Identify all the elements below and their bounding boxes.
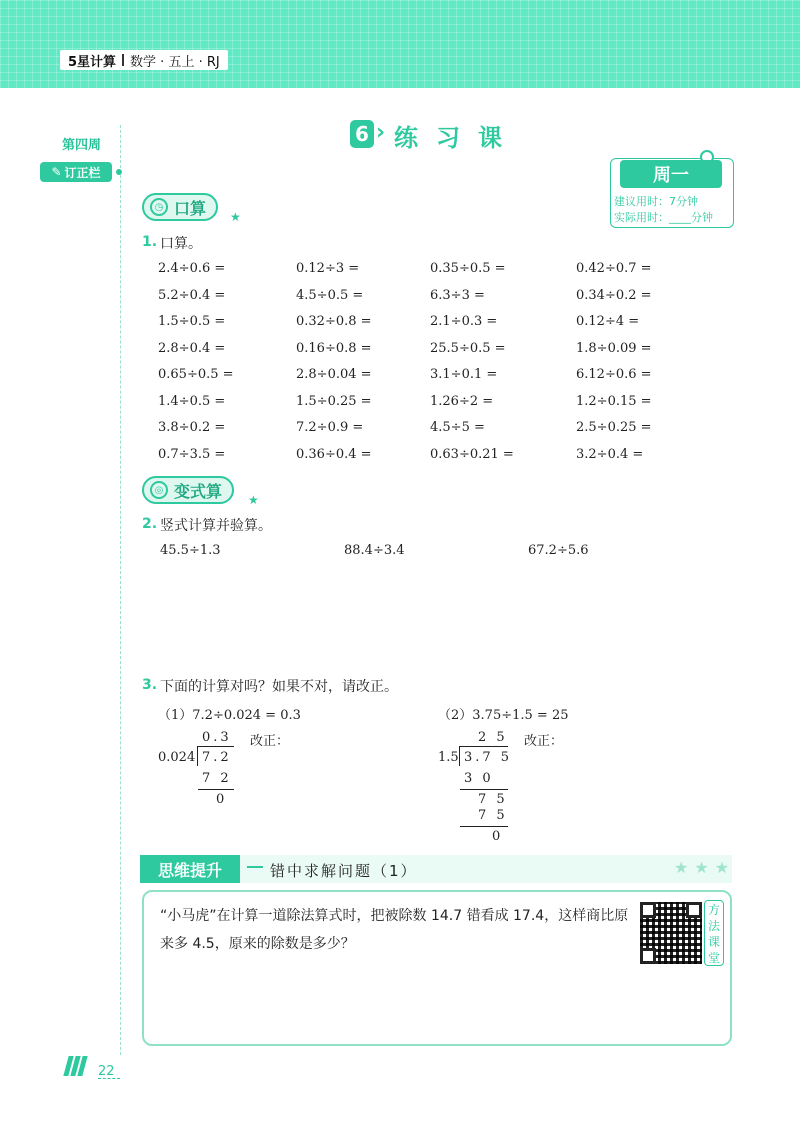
division-dividend: 3.7 5 bbox=[464, 750, 513, 765]
oral-calc-item: 3.8÷0.2 = bbox=[158, 420, 226, 435]
method-char: 法 bbox=[707, 919, 720, 933]
question-text-2: 竖式计算并验算。 bbox=[160, 518, 272, 534]
oral-calc-item: 1.8÷0.09 = bbox=[576, 340, 652, 356]
section-badge-oral bbox=[142, 193, 218, 221]
fix-label: 改正： bbox=[524, 734, 564, 749]
oral-calc-item: 0.35÷0.5 = bbox=[430, 261, 506, 276]
method-char: 课 bbox=[707, 935, 720, 949]
correction-dot bbox=[116, 169, 122, 175]
oral-calc-item: 0.7÷3.5 = bbox=[158, 446, 226, 462]
chevron-right-icon: › bbox=[376, 120, 386, 145]
lesson-number: 6 bbox=[350, 120, 374, 148]
division-bracket bbox=[459, 746, 460, 766]
thinking-title: 错中求解问题（1） bbox=[270, 862, 418, 880]
question-text-1: 口算。 bbox=[160, 236, 202, 252]
page-number: 22 bbox=[98, 1064, 115, 1079]
correction-item-1-label: （1）7.2÷0.024 = 0.3 bbox=[158, 708, 301, 723]
division-quotient: 2 5 bbox=[478, 730, 508, 745]
suggested-time: 建议用时：7分钟 bbox=[614, 195, 698, 208]
oral-calc-item: 25.5÷0.5 = bbox=[430, 340, 506, 356]
oral-calc-item: 2.4÷0.6 = bbox=[158, 261, 226, 276]
qr-corner bbox=[640, 948, 656, 964]
oral-calc-item: 1.5÷0.25 = bbox=[296, 393, 372, 409]
oral-calc-item: 0.32÷0.8 = bbox=[296, 314, 372, 329]
books-icon bbox=[66, 1056, 87, 1080]
oral-calc-item: 6.12÷0.6 = bbox=[576, 367, 652, 382]
oral-calc-item: 4.5÷5 = bbox=[430, 420, 485, 435]
oral-calc-item: 2.5÷0.25 = bbox=[576, 420, 652, 435]
division-quotient: 0.3 bbox=[202, 730, 232, 745]
thinking-badge: 思维提升 bbox=[140, 855, 240, 883]
oral-calc-item: 6.3÷3 = bbox=[430, 287, 485, 303]
division-step: 7 2 bbox=[202, 771, 232, 786]
division-divisor: 0.024 bbox=[158, 750, 196, 765]
oral-calc-item: 5.2÷0.4 = bbox=[158, 287, 226, 303]
page-underline bbox=[98, 1078, 120, 1079]
method-class-tag bbox=[704, 900, 724, 966]
oral-calc-item: 1.2÷0.15 = bbox=[576, 393, 652, 409]
oral-calc-item: 2.8÷0.04 = bbox=[296, 367, 372, 382]
qr-code-icon[interactable] bbox=[640, 902, 702, 964]
day-label: 周一 bbox=[620, 160, 722, 188]
stopwatch-icon: ◷ bbox=[150, 198, 168, 216]
qr-corner bbox=[686, 902, 702, 918]
pencil-icon: ✎ bbox=[51, 165, 62, 179]
correction-label: 订正栏 bbox=[64, 165, 101, 180]
header-band bbox=[0, 0, 800, 88]
oral-calc-item: 7.2÷0.9 = bbox=[296, 420, 364, 435]
brand-separator bbox=[122, 54, 124, 66]
division-bar bbox=[460, 746, 508, 747]
target-icon: ◎ bbox=[150, 481, 168, 499]
method-char: 方 bbox=[707, 903, 720, 917]
division-step: 7 5 bbox=[478, 808, 508, 823]
brand-name: 5星计算 bbox=[68, 54, 117, 70]
division-step: 3 0 bbox=[464, 771, 494, 786]
oral-calc-item: 0.36÷0.4 = bbox=[296, 446, 372, 462]
oral-calc-item: 1.5÷0.5 = bbox=[158, 314, 226, 329]
subject-label: 数学 · 五上 · RJ bbox=[130, 54, 220, 70]
brand-tag bbox=[60, 50, 228, 70]
correction-item-2-label: （2）3.75÷1.5 = 25 bbox=[438, 708, 569, 723]
division-line bbox=[198, 789, 234, 790]
connector-line bbox=[247, 866, 263, 868]
section-title-variant: 变式算 bbox=[174, 481, 223, 501]
division-bracket bbox=[197, 746, 198, 766]
lesson-title: 练习课 bbox=[394, 124, 520, 152]
section-badge-variant bbox=[142, 476, 234, 504]
division-divisor: 1.5 bbox=[438, 750, 459, 765]
oral-calc-item: 3.2÷0.4 = bbox=[576, 446, 644, 462]
question-number-1: 1. bbox=[142, 234, 158, 250]
vertical-calc-item: 88.4÷3.4 bbox=[344, 543, 405, 558]
question-number-3: 3. bbox=[142, 677, 158, 693]
oral-calc-item: 4.5÷0.5 = bbox=[296, 287, 364, 303]
division-line bbox=[460, 826, 508, 827]
vertical-calc-item: 45.5÷1.3 bbox=[160, 543, 221, 558]
margin-divider bbox=[120, 125, 121, 1055]
qr-corner bbox=[640, 902, 656, 918]
oral-calc-item: 0.12÷3 = bbox=[296, 261, 360, 276]
oral-calc-item: 0.16÷0.8 = bbox=[296, 340, 372, 356]
method-char: 堂 bbox=[707, 951, 720, 965]
question-text-3: 下面的计算对吗？如果不对，请改正。 bbox=[160, 679, 398, 695]
oral-calc-item: 0.63÷0.21 = bbox=[430, 446, 514, 462]
thinking-problem-text: “小马虎”在计算一道除法算式时，把被除数 14.7 错看成 17.4，这样商比原来多 4.5，原来的除数是多少？ bbox=[160, 908, 629, 952]
oral-calc-item: 2.1÷0.3 = bbox=[430, 314, 498, 329]
oral-calc-item: 2.8÷0.4 = bbox=[158, 340, 226, 356]
oral-calc-item: 0.65÷0.5 = bbox=[158, 367, 234, 382]
division-line bbox=[460, 789, 508, 790]
oral-calc-item: 1.4÷0.5 = bbox=[158, 393, 226, 409]
oral-calc-item: 0.42÷0.7 = bbox=[576, 261, 652, 276]
oral-calc-item: 1.26÷2 = bbox=[430, 393, 494, 409]
vertical-calc-item: 67.2÷5.6 bbox=[528, 543, 589, 558]
oral-calc-item: 3.1÷0.1 = bbox=[430, 367, 498, 382]
division-remainder: 0 bbox=[492, 829, 504, 844]
star-icon: ★ bbox=[248, 493, 259, 507]
division-remainder: 0 bbox=[216, 792, 228, 807]
division-dividend: 7.2 bbox=[202, 750, 232, 765]
actual-time[interactable]: 实际用时：____分钟 bbox=[614, 211, 713, 224]
difficulty-stars-icon: ★★★ bbox=[674, 858, 736, 877]
section-title-oral: 口算 bbox=[174, 198, 207, 218]
correction-column-tag bbox=[40, 162, 112, 182]
oral-calc-item: 0.34÷0.2 = bbox=[576, 287, 652, 303]
fix-label: 改正： bbox=[250, 734, 290, 749]
week-label: 第四周 bbox=[62, 138, 102, 153]
division-bar bbox=[198, 746, 234, 747]
oral-calc-item: 0.12÷4 = bbox=[576, 314, 640, 329]
question-number-2: 2. bbox=[142, 516, 158, 532]
division-step: 7 5 bbox=[478, 792, 508, 807]
star-icon: ★ bbox=[230, 210, 241, 224]
